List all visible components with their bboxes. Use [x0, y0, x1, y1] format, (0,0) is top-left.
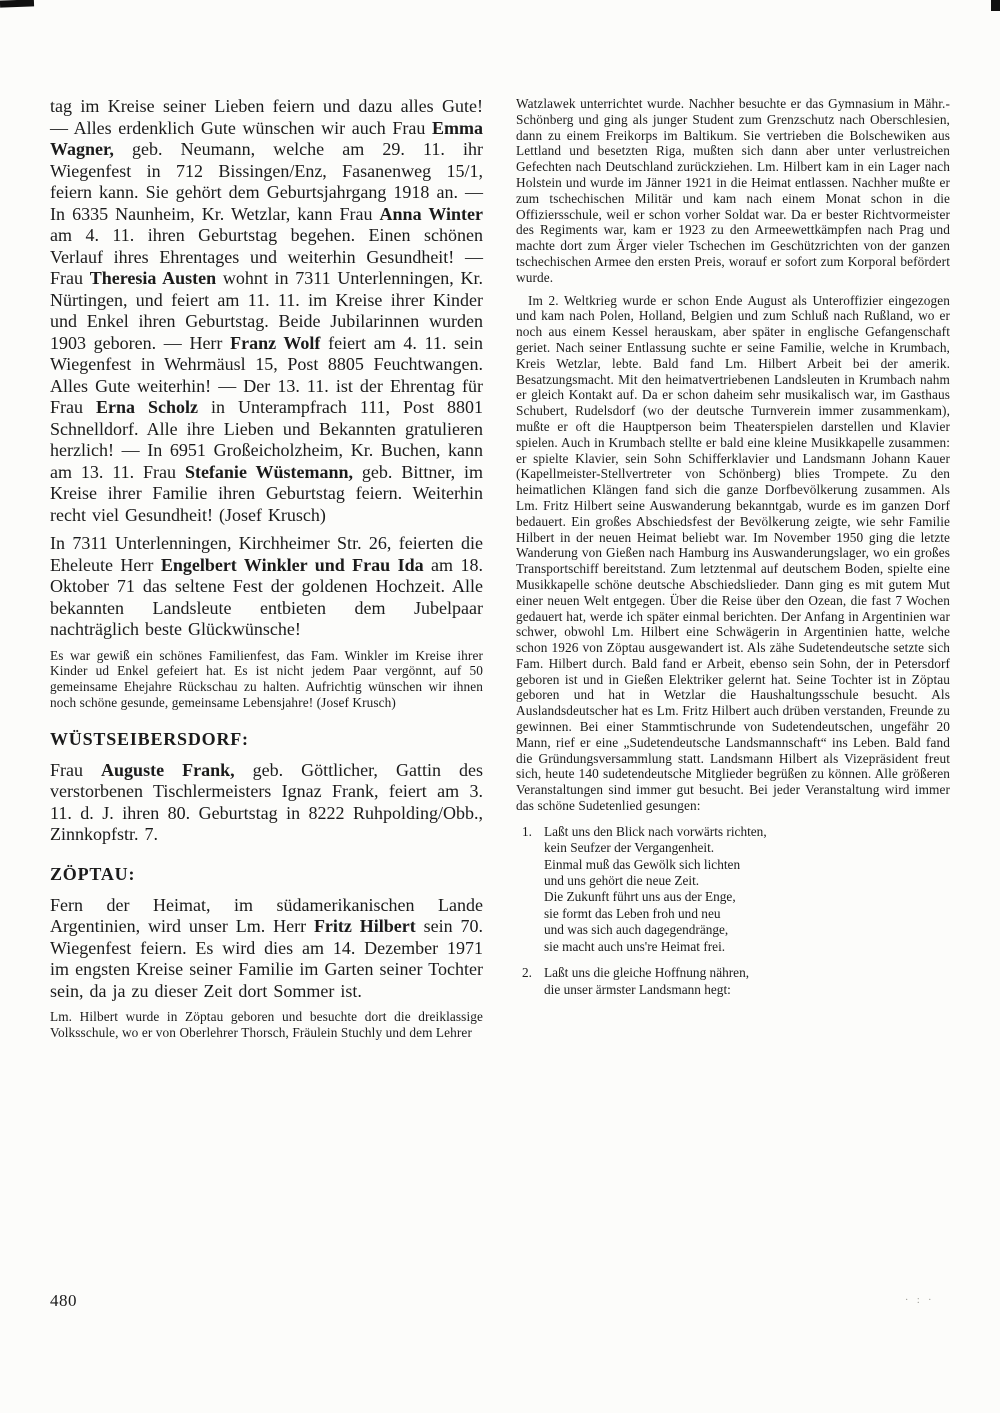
bold-name-text: Stefanie Wüstemann, — [184, 461, 354, 482]
verse-line: kein Seufzer der Vergangenheit. — [544, 840, 715, 856]
text-run: Im 2. Weltkrieg wurde er schon Ende August als Unteroffizier eingezogen und kam nach Polen, Holland, Belgien und zum Schluß nach Rußland, wo er noch aus einem Kessel herauskam, aber später in englische Gefangenschaft geriet. Nach seiner Entlassung suchte er seine Familie, welche in Krumbach, Kreis Wetzlar, lebte. Bald fand Lm. Hilbert Arbeit bei der amerik. Besatzungsmacht. Mit den heimatvertriebenen Landsleuten in Krumbach nahm er gleich Kontakt auf. Da er schon daheim sehr musikalisch war, im Gasthaus Schubert, Rudelsdorf (wo der deutsche Turnverein immer zusammenkam), mußte er oft die Hauptperson beim Theaterspielen darstellen und Klavier spielen. Auch in Krumbach stellte er bald eine kleine Musikkapelle zusammen: er spielte Klavier, sein Sohn Schifferklavier und Landsmann Johann Kauer (Kapellmeister-Stellvertreter von Schönberg) blies Trompete. Zu den heimatlichen Klängen fand sich die ganze Dorfbevölkerung zusammen. Als Lm. Fritz Hilbert seine Auswanderung bekanntgab, wurde es im ganzen Dorf bedauert. Ein großes Abschiedsfest der Bevölkerung zeigte, wie sehr Familie Hilbert in der neuen Heimat beliebt war. Im November 1950 ging die letzte Wanderung von Gießen nach Hamburg ins Auswanderungslager, wo ein großes Transportschiff bereitstand. Zum letztenmal auf deutschem Boden, spielte eine Musikkapelle schöne deutsche Abschiedslieder. Dann ging es mit gutem Mut einer neuen Welt entgegen. Über die Reise über den Ozean, die fast 7 Wochen gedauert hat, werde ich später einmal berichten. Der Anfang in Argentinien war schwer, obwohl Lm. Hilbert eine Schwägerin in Argentinien hatte, welche schon 1926 von Zöptau ausgewandert ist. Als zähe Sudetendeutsche setzte sich Fam. Hilbert durch. Bald fand er Arbeit, ebenso sein Sohn, der in Petersdorf geboren ist und in Gießen Elektriker gelernt hat. Seine Tochter ist in Zöptau geboren und hat in Wetzlar die Haushaltungsschule besucht. Als Auslandsdeutscher hat es Lm. Fritz Hilbert auch drüben verstanden, Freunde zu gewinnen. Bei einer Stammtischrunde von Sudetendeutschen, ungefähr 20 Mann, rief er eine „Sudetendeutsche Landsmannschaft“ ins Leben. Bald fand die Gründungsversammlung statt. Landsmann Hilbert als Vizepräsident freut sich, heute 140 sudetendeutsche Mitglieder begrüßen zu können. Alle größeren Veranstaltungen sind immer gut besucht. Bei jeder Veranstaltung wird immer das schöne Sudetenlied gesungen: — [516, 292, 950, 814]
bold-name-text: Theresia Austen — [89, 268, 217, 288]
verse-line: sie macht auch uns're Heimat frei. — [544, 938, 726, 954]
scan-speckle: · : · — [905, 1295, 935, 1306]
text-run: Lm. Hilbert wurde in Zöptau geboren und besuchte dort die dreiklassige Volksschule, wo er von Oberlehrer Thorsch, Fräulein Stuchly und dem Lehrer — [50, 1009, 483, 1040]
text-run: feiert am 4. 11. sein Wiegenfest in Wehrmäusl 15, Post 8805 Feuchtwangen. Alles Gute weiterhin! — Der 13. 11. ist der Ehrentag für Frau — [50, 332, 483, 417]
scan-artifact-top-left — [0, 0, 34, 8]
verse — [522, 965, 950, 998]
right-column — [516, 96, 950, 998]
bold-name-text: Auguste Frank, — [101, 759, 235, 780]
paragraph — [50, 1009, 483, 1041]
verse-line: sie formt das Leben froh und neu — [544, 905, 721, 921]
bold-name-text: Engelbert Winkler und Frau Ida — [160, 554, 424, 575]
verse-line: Laßt uns die gleiche Hoffnung nähren, — [544, 965, 750, 981]
bold-name-text: Erna Scholz — [95, 397, 198, 417]
paragraph — [50, 760, 483, 846]
text-run: Fern der Heimat, im südamerikanischen Lande Argentinien, wird unser Lm. Herr — [50, 894, 483, 937]
paragraph — [50, 648, 483, 711]
text-run: Es war gewiß ein schönes Familienfest, das Fam. Winkler im Kreise ihrer Kinder ud Enkel gefeiert hat. Es ist nicht jedem Paar vergönnt, auf 50 gemeinsame Ehejahre Rückschau zu halten. Aufrichtig wünschen wir ihnen noch schöne gesunde, gemeinsame Lebensjahre! (Josef Krusch) — [50, 647, 483, 710]
text-run: In 7311 Unterlenningen, Kirchheimer Str. 26, feierten die Eheleute Herr — [50, 533, 483, 575]
verse-line: die unser ärmster Landsmann hegt: — [544, 981, 731, 997]
page-number: 480 — [50, 1291, 77, 1310]
verse-number: 2. — [522, 965, 532, 981]
text-run: tag im Kreise seiner Lieben feiern und dazu alles Gute! — Alles erdenklich Gute wünschen wir auch Frau — [50, 96, 483, 138]
verse-lines — [544, 965, 950, 998]
bold-name-text: Franz Wolf — [230, 332, 321, 353]
paragraph — [50, 96, 483, 526]
text-run: in Unterampfrach 111, Post 8801 Schnelldorf. Alle ihre Lieben und Bekannten gratulieren herzlich! — In 6951 Großeicholzheim, Kr. Buchen, kann am 13. 11. Frau — [50, 397, 484, 482]
text-run: geb. Göttlicher, Gattin des verstorbenen Tischlermeisters Ignaz Frank, feiert am 3. 11. d. J. ihren 80. Geburtstag in 8222 Ruhpolding/Obb., Zinnkopfstr. 7. — [50, 759, 484, 845]
text-run: sein 70. Wiegenfest feiern. Es wird dies am 14. Dezember 1971 im engsten Kreise seiner Familie im Garten seiner Tochter sein, da ja zu dieser Zeit dort Sommer ist. — [50, 916, 483, 1001]
verse-line: und was sich auch dagegendränge, — [544, 922, 729, 938]
text-run: wohnt in 7311 Unterlenningen, Kr. Nürtingen, und feiert am 11. 11. im Kreise ihrer Kinder und Enkel ihren Geburtstag. Beide Jubilarinnen wurden 1903 geboren. — Herr — [50, 268, 484, 353]
section-heading: ZÖPTAU: — [50, 863, 136, 884]
paragraph — [516, 293, 950, 814]
bold-name-text: Fritz Hilbert — [313, 916, 416, 937]
page-columns — [50, 96, 950, 1048]
paragraph — [50, 533, 483, 641]
verse-line: Einmal muß das Gewölk sich lichten — [544, 856, 741, 872]
text-run: am 18. Oktober 71 das seltene Fest der goldenen Hochzeit. Alle bekannten Landsleute entbieten dem Jubelpaar nachträglich beste Glückwünsche! — [50, 554, 483, 639]
verse-line: und uns gehört die neue Zeit. — [544, 873, 700, 889]
text-run: am 4. 11. ihren Geburtstag begehen. Einen schönen Verlauf ihres Ehrentages und weiterhin Gesundheit! — Frau — [50, 225, 483, 288]
section-heading: WÜSTSEIBERSDORF: — [50, 728, 249, 749]
paragraph — [50, 895, 483, 1003]
scan-artifact-top-right — [991, 0, 1000, 11]
bold-name-text: Anna Winter — [379, 203, 483, 224]
verse — [522, 824, 950, 955]
text-run: geb. Bittner, im Kreise ihrer Familie ihren Geburtstag feiern. Weiterhin recht viel Gesundheit! (Josef Krusch) — [50, 461, 484, 525]
verse-number: 1. — [522, 823, 532, 839]
text-run: Frau — [50, 759, 102, 780]
bold-name-text: Emma Wagner, — [50, 117, 483, 159]
text-run: geb. Neumann, welche am 29. 11. ihr Wiegenfest in 712 Bissingen/Enz, Fasanenweg 15/1, feiern kann. Sie gehört dem Geburtsjahrgang 1918 an. — In 6335 Naunheim, Kr. Wetzlar, kann Frau — [50, 139, 483, 224]
text-run: Watzlawek unterrichtet wurde. Nachher besuchte er das Gymnasium in Mähr.-Schönberg und ging als junger Student zum Grenzschutz nach Oberschlesien, dann zu einem Freikorps im Baltikum. Sie vertrieben die Bolschewiken aus Lettland und besetzten Riga, mußten sich dann aber unter verlustreichen Gefechten nach Deutschland zurückziehen. Lm. Hilbert kam in ein Lager nach Holstein und wurde im Jänner 1921 in die Heimat entlassen. Nachher mußte er zum tschechischen Militär und kam nach einem Monat schon in die Offiziersschule, weil er schon vorher Soldat war. Da er bester Richtvormeister des Regiments war, kam er 1923 zu den Armeewettkämpfen nach Prag und machte dort zum Ärger vieler Tschechen im Geschützrichten von der ganzen tschechischen Armee den ersten Preis, worauf er sofort zum Korporal befördert wurde. — [516, 96, 950, 285]
verse-line: Die Zukunft führt uns aus der Enge, — [544, 889, 736, 905]
verse-line: Laßt uns den Blick nach vorwärts richten, — [544, 823, 767, 839]
paragraph — [516, 96, 950, 286]
verse-lines — [544, 824, 950, 955]
left-column — [50, 96, 483, 1048]
